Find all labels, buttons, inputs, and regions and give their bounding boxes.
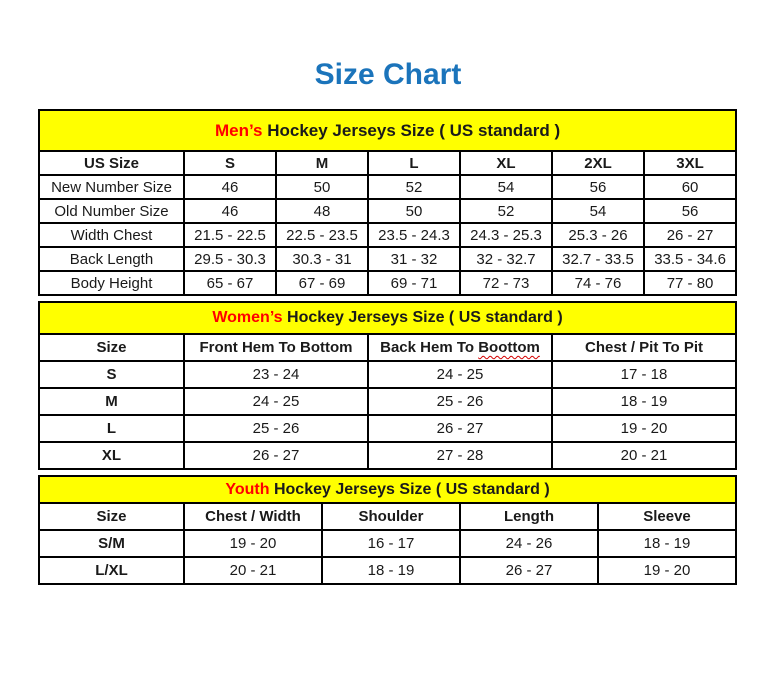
size-value: 77 - 80 xyxy=(644,271,736,295)
size-value: 46 xyxy=(184,175,276,199)
size-value: 30.3 - 31 xyxy=(276,247,368,271)
column-header: Chest / Pit To Pit xyxy=(552,334,736,361)
column-header: Length xyxy=(460,503,598,530)
size-value: 48 xyxy=(276,199,368,223)
size-value: 31 - 32 xyxy=(368,247,460,271)
size-value: 25 - 26 xyxy=(368,388,552,415)
size-value: 52 xyxy=(460,199,552,223)
size-value: 18 - 19 xyxy=(598,530,736,557)
mens-banner-row xyxy=(39,110,736,151)
youth-banner-text: Hockey Jerseys Size ( US standard ) xyxy=(269,480,550,498)
size-value: 27 - 28 xyxy=(368,442,552,469)
size-value: 16 - 17 xyxy=(322,530,460,557)
size-value: 54 xyxy=(460,175,552,199)
table-row xyxy=(39,388,736,415)
row-label: New Number Size xyxy=(39,175,184,199)
size-value: 26 - 27 xyxy=(368,415,552,442)
womens-banner xyxy=(39,302,736,334)
column-header: US Size xyxy=(39,151,184,175)
size-value: 32 - 32.7 xyxy=(460,247,552,271)
size-value: 26 - 27 xyxy=(184,442,368,469)
size-value: 18 - 19 xyxy=(552,388,736,415)
size-value: 18 - 19 xyxy=(322,557,460,584)
size-value: 22.5 - 23.5 xyxy=(276,223,368,247)
size-value: 25 - 26 xyxy=(184,415,368,442)
column-header xyxy=(368,334,552,361)
womens-banner-highlight: Women’s xyxy=(212,309,283,326)
row-label: Old Number Size xyxy=(39,199,184,223)
table-row xyxy=(39,361,736,388)
size-value: 24.3 - 25.3 xyxy=(460,223,552,247)
youth-banner-highlight: Youth xyxy=(225,480,270,498)
mens-banner-text: Hockey Jerseys Size ( US standard ) xyxy=(262,120,561,140)
column-header: Sleeve xyxy=(598,503,736,530)
size-value: 24 - 25 xyxy=(184,388,368,415)
table-row xyxy=(39,199,736,223)
row-label: S/M xyxy=(39,530,184,557)
size-value: 20 - 21 xyxy=(184,557,322,584)
row-label: S xyxy=(39,361,184,388)
column-header: S xyxy=(184,151,276,175)
mens-size-table xyxy=(38,109,737,296)
youth-header-row xyxy=(39,503,736,530)
size-chart-page xyxy=(0,58,776,585)
size-value: 19 - 20 xyxy=(184,530,322,557)
column-header: XL xyxy=(460,151,552,175)
size-value: 67 - 69 xyxy=(276,271,368,295)
size-value: 60 xyxy=(644,175,736,199)
size-value: 56 xyxy=(552,175,644,199)
size-value: 23.5 - 24.3 xyxy=(368,223,460,247)
row-label: L xyxy=(39,415,184,442)
womens-banner-text: Hockey Jerseys Size ( US standard ) xyxy=(282,309,563,326)
size-value: 24 - 25 xyxy=(368,361,552,388)
size-value: 52 xyxy=(368,175,460,199)
row-label: L/XL xyxy=(39,557,184,584)
mens-header-row xyxy=(39,151,736,175)
table-row xyxy=(39,415,736,442)
table-row xyxy=(39,247,736,271)
table-row xyxy=(39,223,736,247)
womens-size-table xyxy=(38,301,737,470)
size-value: 17 - 18 xyxy=(552,361,736,388)
size-value: 56 xyxy=(644,199,736,223)
column-header: Chest / Width xyxy=(184,503,322,530)
size-value: 32.7 - 33.5 xyxy=(552,247,644,271)
column-header: M xyxy=(276,151,368,175)
column-header: Size xyxy=(39,503,184,530)
column-header: 2XL xyxy=(552,151,644,175)
table-row xyxy=(39,530,736,557)
page-title: Size Chart xyxy=(314,58,462,91)
size-value: 69 - 71 xyxy=(368,271,460,295)
size-value: 24 - 26 xyxy=(460,530,598,557)
column-header: L xyxy=(368,151,460,175)
size-value: 33.5 - 34.6 xyxy=(644,247,736,271)
size-value: 29.5 - 30.3 xyxy=(184,247,276,271)
size-value: 74 - 76 xyxy=(552,271,644,295)
mens-banner xyxy=(39,110,736,151)
size-value: 25.3 - 26 xyxy=(552,223,644,247)
size-value: 50 xyxy=(368,199,460,223)
womens-header-row xyxy=(39,334,736,361)
youth-size-table xyxy=(38,475,737,585)
size-value: 19 - 20 xyxy=(552,415,736,442)
size-value: 23 - 24 xyxy=(184,361,368,388)
womens-banner-row xyxy=(39,302,736,334)
row-label: Back Length xyxy=(39,247,184,271)
column-header: 3XL xyxy=(644,151,736,175)
table-row xyxy=(39,175,736,199)
mens-banner-highlight: Men’s xyxy=(214,120,263,140)
tables-container xyxy=(38,109,735,585)
size-value: 19 - 20 xyxy=(598,557,736,584)
row-label: Body Height xyxy=(39,271,184,295)
youth-banner-row xyxy=(39,476,736,503)
size-value: 21.5 - 22.5 xyxy=(184,223,276,247)
row-label: XL xyxy=(39,442,184,469)
youth-banner xyxy=(39,476,736,503)
size-value: 26 - 27 xyxy=(644,223,736,247)
size-value: 50 xyxy=(276,175,368,199)
size-value: 72 - 73 xyxy=(460,271,552,295)
table-row xyxy=(39,557,736,584)
misspelled-word: Boottom xyxy=(478,339,540,356)
table-row xyxy=(39,442,736,469)
column-header-text: Back Hem To xyxy=(380,339,479,356)
row-label: M xyxy=(39,388,184,415)
row-label: Width Chest xyxy=(39,223,184,247)
size-value: 54 xyxy=(552,199,644,223)
size-value: 20 - 21 xyxy=(552,442,736,469)
column-header: Front Hem To Bottom xyxy=(184,334,368,361)
column-header: Shoulder xyxy=(322,503,460,530)
size-value: 26 - 27 xyxy=(460,557,598,584)
size-value: 65 - 67 xyxy=(184,271,276,295)
table-row xyxy=(39,271,736,295)
column-header: Size xyxy=(39,334,184,361)
size-value: 46 xyxy=(184,199,276,223)
